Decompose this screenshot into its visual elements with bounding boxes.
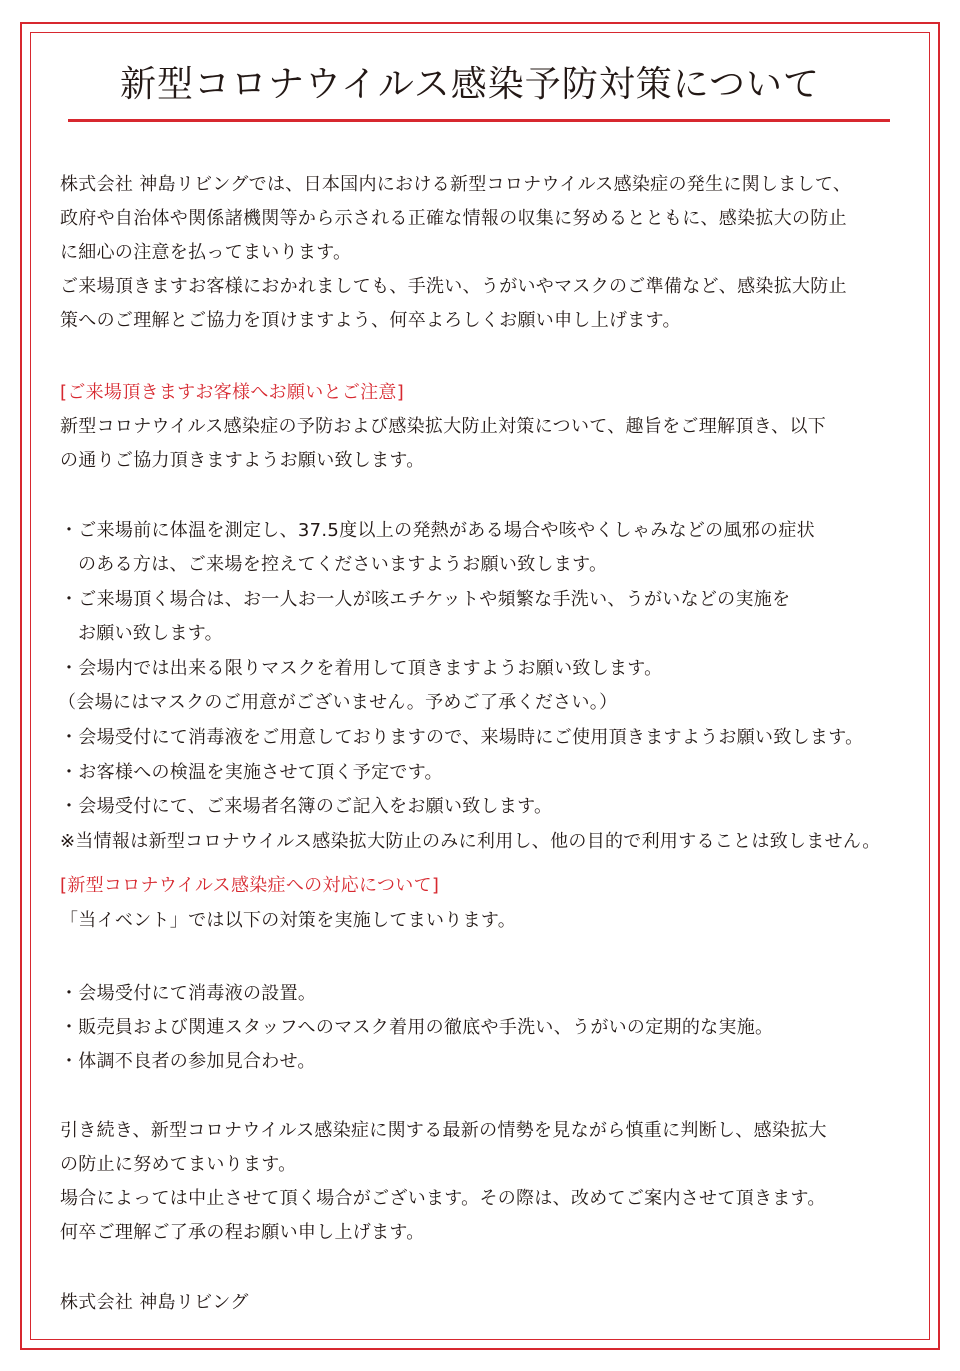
closing-line: の防止に努めてまいります。 bbox=[60, 1154, 297, 1175]
section-heading: [新型コロナウイルス感染症への対応について] bbox=[60, 875, 440, 896]
list-item: ・会場受付にて、ご来場者名簿のご記入をお願い致します。 bbox=[60, 796, 553, 817]
intro-line: ご来場頂きますお客様におかれましても、手洗い、うがいやマスクのご準備など、感染拡大防止 bbox=[60, 276, 847, 297]
list-item: ・ご来場前に体温を測定し、37.5度以上の発熱がある場合や咳やくしゃみなどの風邪の症状 bbox=[60, 520, 815, 541]
list-item: ・会場受付にて消毒液をご用意しておりますので、来場時にご使用頂きますようお願い致します。 bbox=[60, 727, 864, 748]
list-item: ・体調不良者の参加見合わせ。 bbox=[60, 1051, 316, 1072]
intro-line: 株式会社 神島リビングでは、日本国内における新型コロナウイルス感染症の発生に関しまして、 bbox=[60, 174, 852, 195]
intro-line: 政府や自治体や関係諸機関等から示される正確な情報の収集に努めるとともに、感染拡大の防止 bbox=[60, 208, 847, 229]
list-item: ・会場内では出来る限りマスクを着用して頂きますようお願い致します。 bbox=[60, 658, 663, 679]
closing-line: 何卒ご理解ご了承の程お願い申し上げます。 bbox=[60, 1222, 425, 1243]
company-signature: 株式会社 神島リビング bbox=[60, 1292, 249, 1313]
list-item-continuation: お願い致します。 bbox=[78, 623, 223, 644]
intro-line: 策へのご理解とご協力を頂けますよう、何卒よろしくお願い申し上げます。 bbox=[60, 310, 681, 331]
title-underline bbox=[68, 119, 890, 122]
closing-line: 引き続き、新型コロナウイルス感染症に関する最新の情勢を見ながら慎重に判断し、感染拡大 bbox=[60, 1120, 827, 1141]
list-item-note: （会場にはマスクのご用意がございません。予めご了承ください。） bbox=[58, 692, 618, 713]
section-lead-line: の通りご協力頂きますようお願い致します。 bbox=[60, 450, 425, 471]
section-lead-line: 「当イベント」では以下の対策を実施してまいります。 bbox=[60, 910, 517, 931]
privacy-note: ※当情報は新型コロナウイルス感染拡大防止のみに利用し、他の目的で利用することは致しません。 bbox=[60, 831, 881, 852]
intro-line: に細心の注意を払ってまいります。 bbox=[60, 242, 352, 263]
page-title: 新型コロナウイルス感染予防対策について bbox=[119, 64, 821, 105]
list-item: ・販売員および関連スタッフへのマスク着用の徹底や手洗い、うがいの定期的な実施。 bbox=[60, 1017, 774, 1038]
list-item: ・会場受付にて消毒液の設置。 bbox=[60, 983, 317, 1004]
section-lead-line: 新型コロナウイルス感染症の予防および感染拡大防止対策について、趣旨をご理解頂き、以下 bbox=[60, 416, 827, 437]
section-heading: [ご来場頂きますお客様へお願いとご注意] bbox=[60, 382, 405, 403]
closing-line: 場合によっては中止させて頂く場合がございます。その際は、改めてご案内させて頂きます。 bbox=[60, 1188, 826, 1209]
list-item: ・ご来場頂く場合は、お一人お一人が咳エチケットや頻繁な手洗い、うがいなどの実施を bbox=[60, 589, 791, 610]
list-item-continuation: のある方は、ご来場を控えてくださいますようお願い致します。 bbox=[78, 554, 608, 575]
list-item: ・お客様への検温を実施させて頂く予定です。 bbox=[60, 762, 443, 783]
